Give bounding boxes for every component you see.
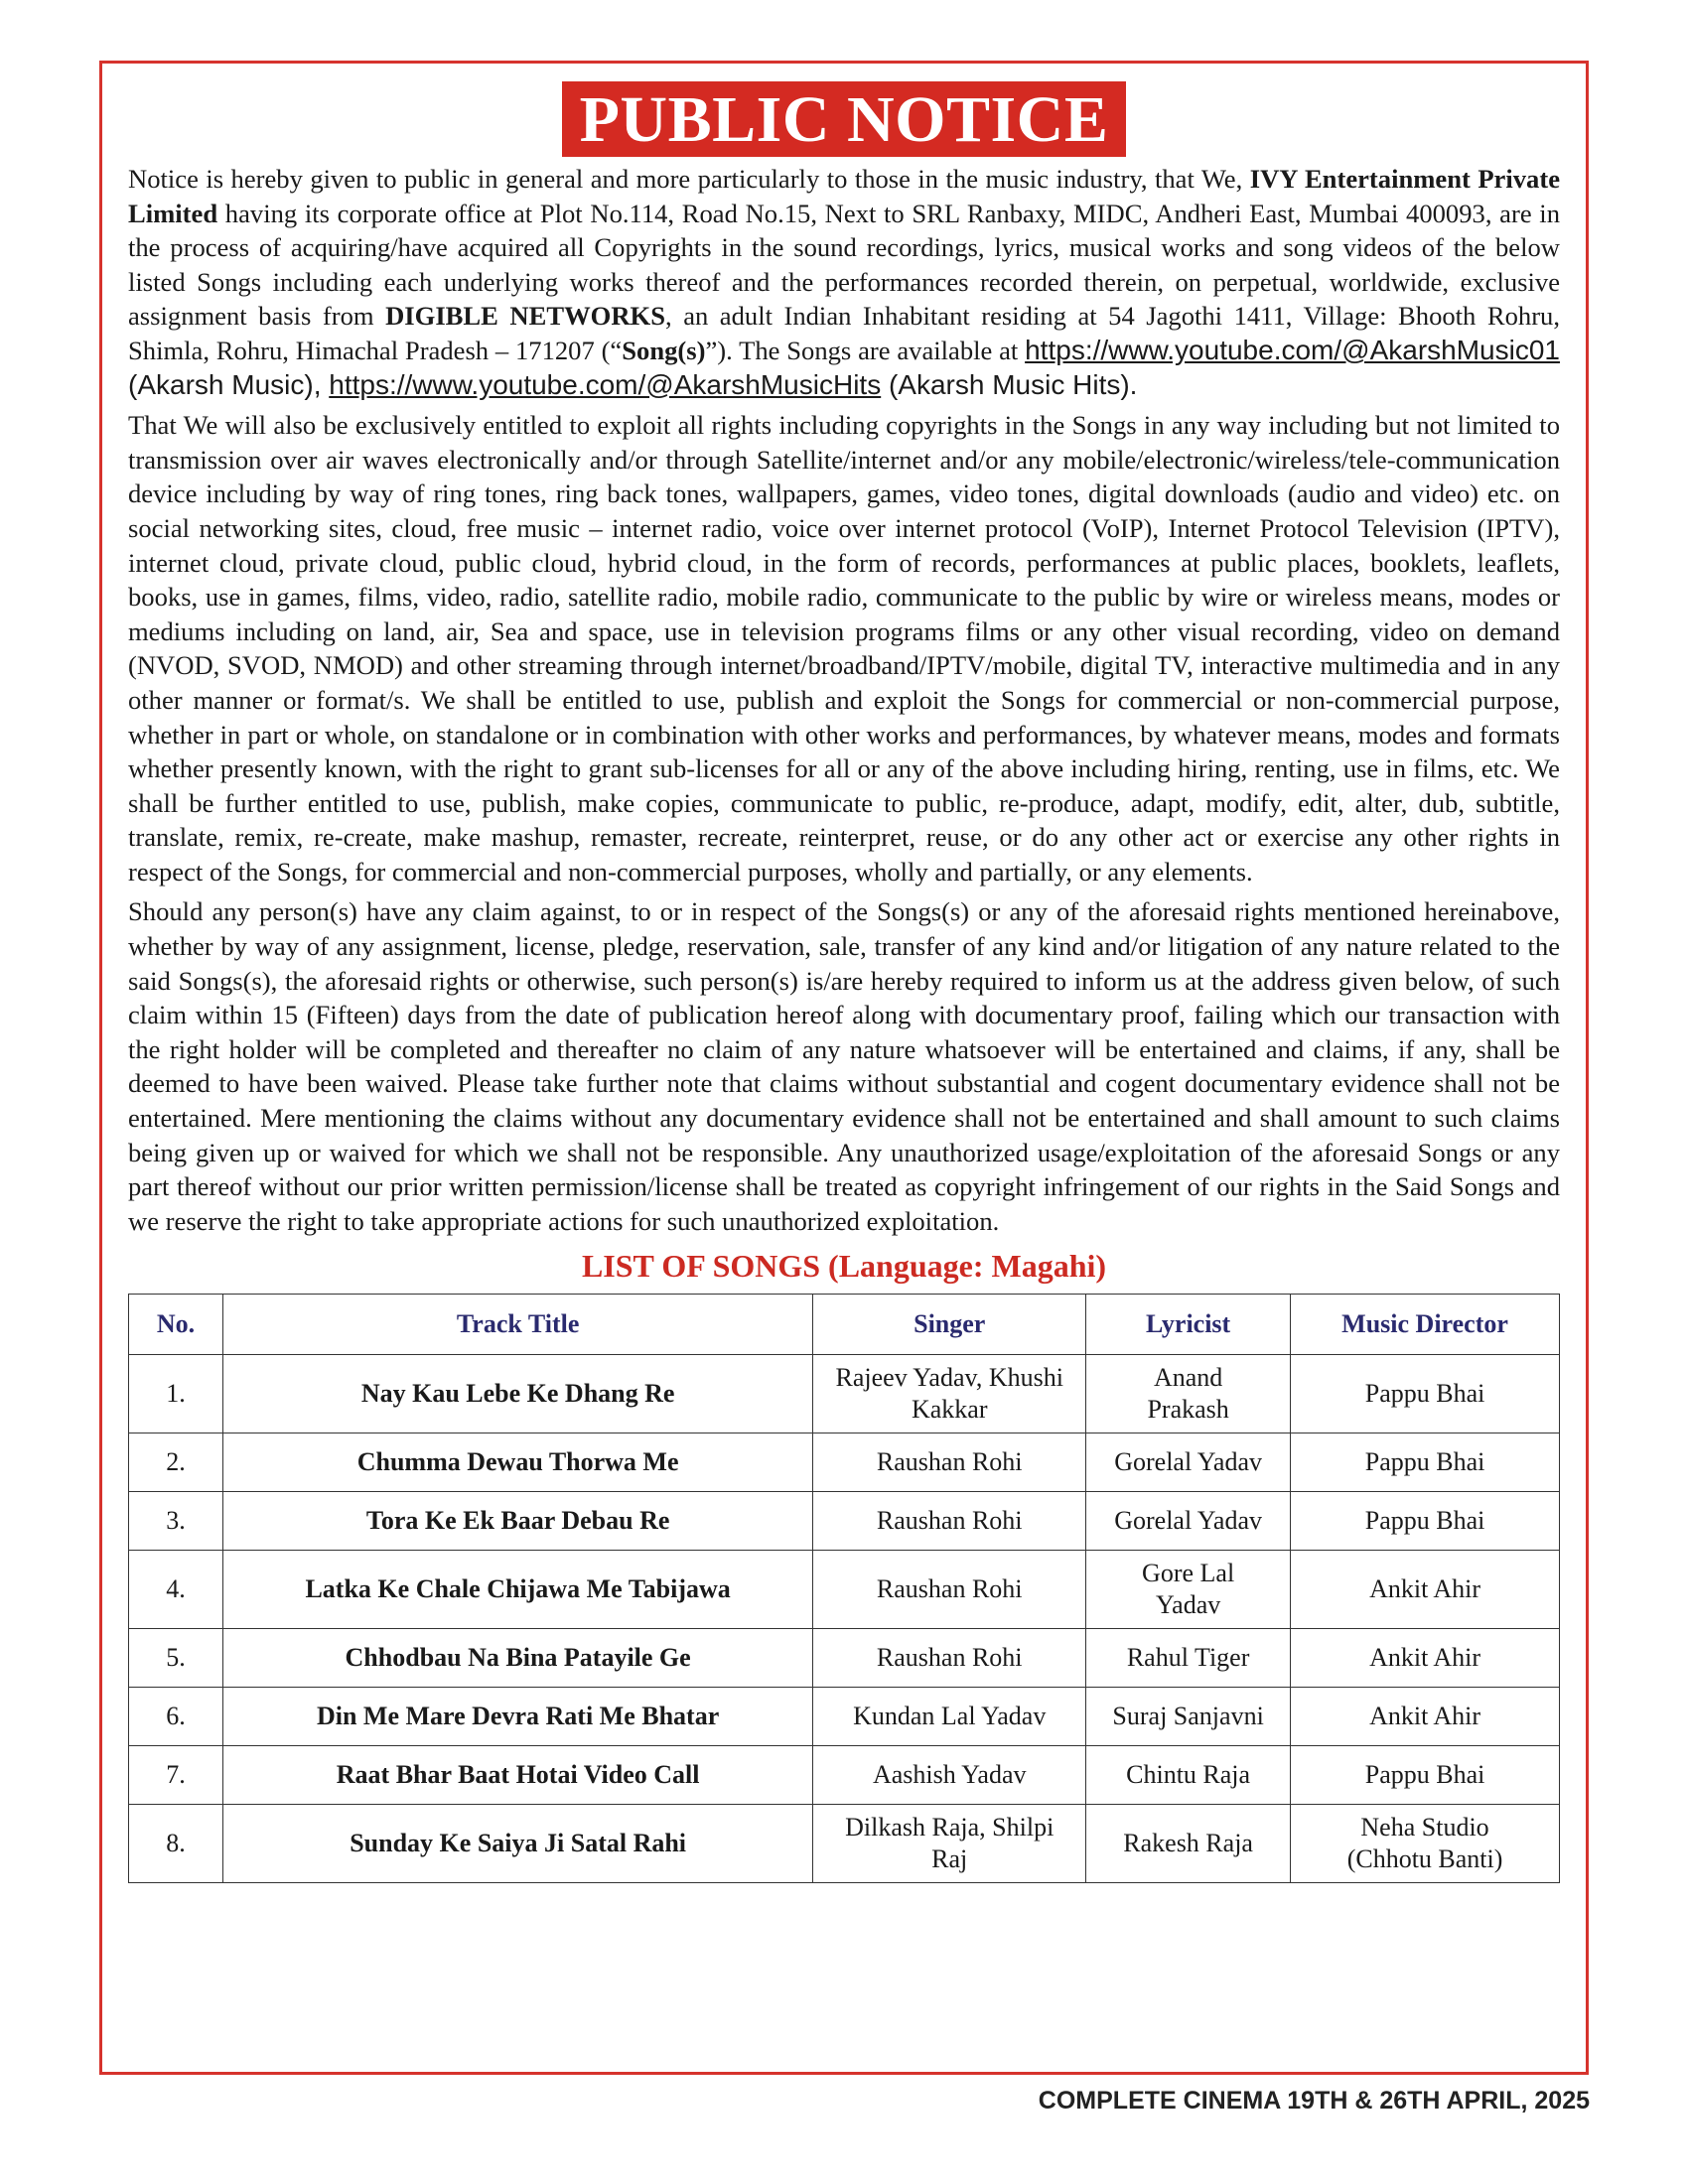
p1-text-1: Notice is hereby given to public in general and more particularly to those in the music industry, that We, <box>128 164 1250 194</box>
cell-music-director: Ankit Ahir <box>1291 1629 1560 1688</box>
table-row <box>129 1492 1560 1551</box>
cell-lyricist: Gorelal Yadav <box>1086 1433 1291 1492</box>
paragraph-3: Should any person(s) have any claim against, to or in respect of the Songs(s) or any of the aforesaid rights mentioned hereinabove, whether by way of any assignment, license, pledge, reservation, sale, transfer of any kind and/or litigation of any nature related to the said Songs(s), the aforesaid rights or otherwise, such person(s) is/are hereby required to inform us at the address given below, of such claim within 15 (Fifteen) days from the date of publication hereof along with documentary proof, failing which our transaction with the right holder will be completed and thereafter no claim of any nature whatsoever will be entertained and claims, if any, shall be deemed to have been waived. Please take further note that claims without substantial and cogent documentary evidence shall not be entertained. Mere mentioning the claims without any documentary evidence shall not be entertained and shall amount to such claims being given up or waived for which we shall not be responsible. Any unauthorized usage/exploitation of the aforesaid Songs or any part thereof without our prior written permission/license shall be treated as copyright infringement of our rights in the Said Songs and we reserve the right to take appropriate actions for such unauthorized exploitation. <box>128 896 1560 1236</box>
cell-no: 2. <box>129 1433 223 1492</box>
col-header-singer: Singer <box>813 1295 1086 1355</box>
youtube-link-akarsh-music[interactable]: https://www.youtube.com/@AkarshMusic01 <box>1025 334 1560 365</box>
p1-text-3: , an adult Indian Inhabitant residing at 54 Jagothi 1411, Village: Bhooth Rohru, Shimla, Rohru, Himachal Pradesh – 171207 (“ <box>128 301 1560 365</box>
cell-lyricist: Anand Prakash <box>1086 1355 1291 1433</box>
cell-track-title: Din Me Mare Devra Rati Me Bhatar <box>222 1688 812 1746</box>
cell-track-title: Nay Kau Lebe Ke Dhang Re <box>222 1355 812 1433</box>
cell-no: 4. <box>129 1551 223 1629</box>
cell-singer: Rajeev Yadav, Khushi Kakkar <box>813 1355 1086 1433</box>
cell-track-title: Tora Ke Ek Baar Debau Re <box>222 1492 812 1551</box>
cell-lyricist: Rakesh Raja <box>1086 1805 1291 1883</box>
p1-text-6: (Akarsh Music Hits). <box>881 368 1138 400</box>
cell-track-title: Chumma Dewau Thorwa Me <box>222 1433 812 1492</box>
cell-music-director: Pappu Bhai <box>1291 1355 1560 1433</box>
notice-title: PUBLIC NOTICE <box>562 81 1127 157</box>
cell-music-director: Ankit Ahir <box>1291 1551 1560 1629</box>
p1-text-2: having its corporate office at Plot No.114, Road No.15, Next to SRL Ranbaxy, MIDC, Andheri East, Mumbai 400093, are in the process of acquiring/have acquired all Copyrights in the sound recordings, lyrics, musical works and song videos of the below listed Songs including each underlying works thereof and the performances recorded therein, on perpetual, worldwide, exclusive assignment basis from <box>128 198 1560 332</box>
table-row <box>129 1551 1560 1629</box>
cell-music-director: Ankit Ahir <box>1291 1688 1560 1746</box>
cell-singer: Raushan Rohi <box>813 1492 1086 1551</box>
cell-track-title: Latka Ke Chale Chijawa Me Tabijawa <box>222 1551 812 1629</box>
table-row <box>129 1355 1560 1433</box>
table-row <box>129 1629 1560 1688</box>
cell-singer: Dilkash Raja, Shilpi Raj <box>813 1805 1086 1883</box>
cell-lyricist: Rahul Tiger <box>1086 1629 1291 1688</box>
cell-no: 6. <box>129 1688 223 1746</box>
cell-track-title: Sunday Ke Saiya Ji Satal Rahi <box>222 1805 812 1883</box>
cell-music-director: Pappu Bhai <box>1291 1433 1560 1492</box>
col-header-no: No. <box>129 1295 223 1355</box>
cell-singer: Raushan Rohi <box>813 1629 1086 1688</box>
paragraph-2: That We will also be exclusively entitled to exploit all rights including copyrights in the Songs in any way including but not limited to transmission over air waves electronically and/or through Satellite/internet and/or any mobile/electronic/wireless/tele-communication device including by way of ring tones, ring back tones, wallpapers, games, video tones, digital downloads (audio and video) etc. on social networking sites, cloud, free music – internet radio, voice over internet protocol (VoIP), Internet Protocol Television (IPTV), internet cloud, private cloud, public cloud, hybrid cloud, in the form of records, performances at public places, booklets, leaflets, books, use in games, films, video, radio, satellite radio, mobile radio, communicate to the public by wire or wireless means, modes or mediums including on land, air, Sea and space, use in television programs films or any other visual recording, video on demand (NVOD, SVOD, NMOD) and other streaming through internet/broadband/IPTV/mobile, digital TV, interactive multimedia and in any other manner or format/s. We shall be entitled to use, publish and exploit the Songs for commercial or non-commercial purpose, whether in part or whole, on standalone or in combination with other works and performances, by whatever means, modes and formats whether presently known, with the right to grant sub-licenses for all or any of the above including hiring, renting, use in films, etc. We shall be further entitled to use, publish, make copies, communicate to public, re-produce, adapt, modify, edit, alter, dub, subtitle, translate, remix, re-create, make mashup, remaster, recreate, reinterpret, reuse, or do any other act or exercise any other rights in respect of the Songs, for commercial and non-commercial purposes, wholly and partially, or any elements. <box>128 410 1560 887</box>
title-wrap <box>102 81 1586 157</box>
cell-lyricist: Gore Lal Yadav <box>1086 1551 1291 1629</box>
cell-lyricist: Gorelal Yadav <box>1086 1492 1291 1551</box>
song-list-title: LIST OF SONGS (Language: Magahi) <box>581 1248 1107 1285</box>
cell-no: 5. <box>129 1629 223 1688</box>
col-header-music-director: Music Director <box>1291 1295 1560 1355</box>
cell-music-director: Pappu Bhai <box>1291 1746 1560 1805</box>
cell-singer: Kundan Lal Yadav <box>813 1688 1086 1746</box>
col-header-lyricist: Lyricist <box>1086 1295 1291 1355</box>
table-row <box>129 1688 1560 1746</box>
table-header-row <box>129 1295 1560 1355</box>
table-row <box>129 1433 1560 1492</box>
songs-table <box>128 1294 1560 1883</box>
cell-track-title: Chhodbau Na Bina Patayile Ge <box>222 1629 812 1688</box>
p1-company-name: IVY Entertainment Private Limited <box>128 164 1561 228</box>
cell-no: 7. <box>129 1746 223 1805</box>
cell-singer: Raushan Rohi <box>813 1551 1086 1629</box>
cell-music-director: Pappu Bhai <box>1291 1492 1560 1551</box>
cell-no: 3. <box>129 1492 223 1551</box>
paragraph-1 <box>128 162 1560 402</box>
cell-lyricist: Suraj Sanjavni <box>1086 1688 1291 1746</box>
p1-text-4: ”). The Songs are available at <box>705 335 1026 365</box>
p1-text-5: (Akarsh Music), <box>128 368 330 400</box>
cell-singer: Aashish Yadav <box>813 1746 1086 1805</box>
cell-lyricist: Chintu Raja <box>1086 1746 1291 1805</box>
p1-assignor-name: DIGIBLE NETWORKS <box>385 301 666 332</box>
publication-footer: COMPLETE CINEMA 19TH & 26TH APRIL, 2025 <box>1038 2087 1590 2115</box>
cell-no: 8. <box>129 1805 223 1883</box>
table-row <box>129 1805 1560 1883</box>
notice-body <box>128 162 1560 1883</box>
p1-songs-term: Song(s) <box>622 335 706 365</box>
cell-track-title: Raat Bhar Baat Hotai Video Call <box>222 1746 812 1805</box>
cell-singer: Raushan Rohi <box>813 1433 1086 1492</box>
youtube-link-akarsh-music-hits[interactable]: https://www.youtube.com/@AkarshMusicHits <box>329 368 882 400</box>
cell-no: 1. <box>129 1355 223 1433</box>
notice-frame <box>99 61 1589 2075</box>
cell-music-director: Neha Studio (Chhotu Banti) <box>1291 1805 1560 1883</box>
col-header-track-title: Track Title <box>222 1295 812 1355</box>
table-row <box>129 1746 1560 1805</box>
